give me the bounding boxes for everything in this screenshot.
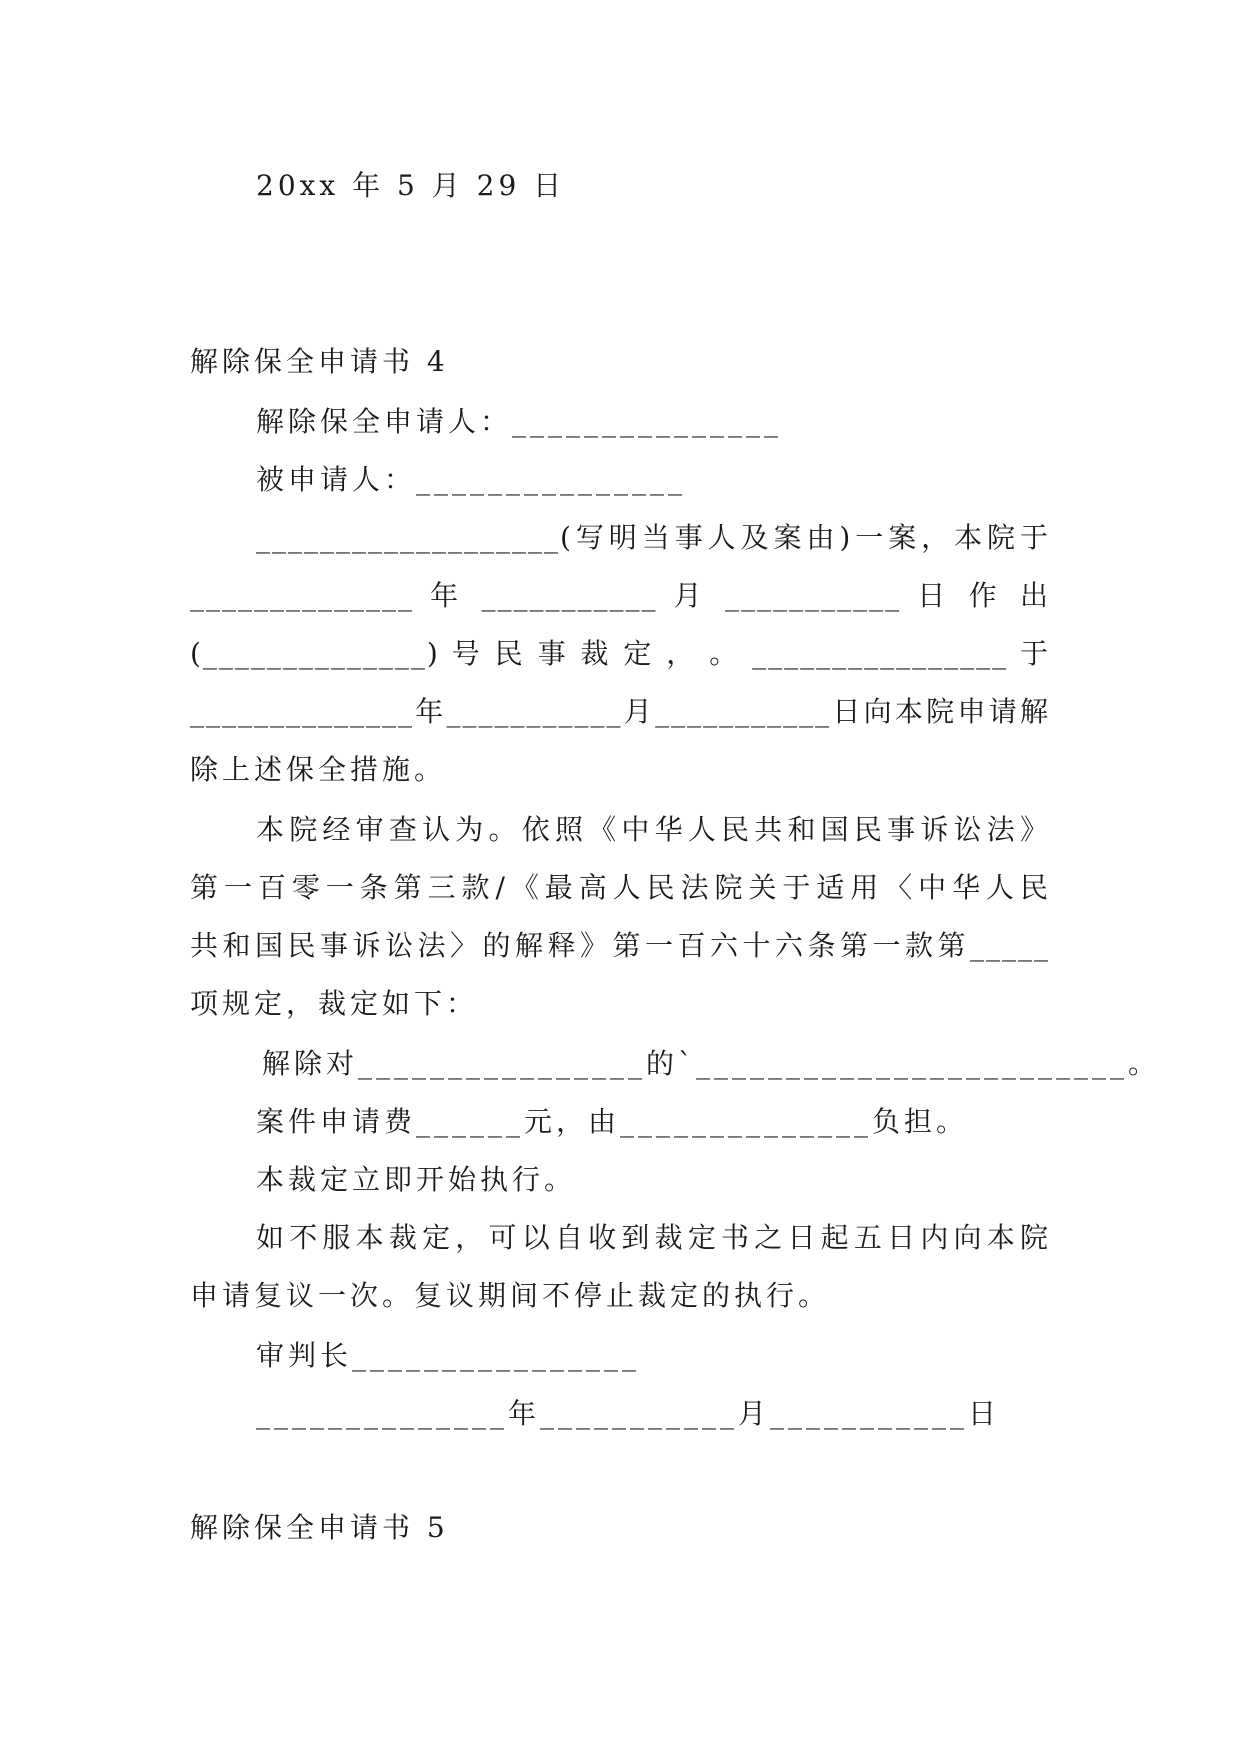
review-line-3: 共和国民事诉讼法〉的解释》第一百六十六条第一款第_____	[190, 929, 1050, 962]
body-line-3: (______________) 号 民 事 裁 定 ， 。 ________________ 于	[190, 637, 1050, 670]
section-4-heading: 解除保全申请书 4	[190, 345, 449, 378]
effective-line: 本裁定立即开始执行。	[256, 1163, 577, 1196]
review-line-4: 项规定，裁定如下：	[190, 987, 479, 1020]
appeal-line-1: 如不服本裁定，可以自收到裁定书之日起五日内向本院	[256, 1221, 1050, 1254]
body-line-4: ______________年___________月___________日向本院申请解	[190, 695, 1050, 728]
review-line-2: 第一百零一条第三款/《最高人民法院关于适用〈中华人民	[190, 871, 1050, 904]
date-line: 20xx 年 5 月 29 日	[256, 169, 566, 202]
presiding-judge-line: 审判长________________	[256, 1339, 641, 1372]
body-line-2: ______________ 年 ___________ 月 ___________ 日 作 出	[190, 579, 1050, 612]
respondent-line: 被申请人：_______________	[256, 463, 687, 496]
body-line-1: ___________________(写明当事人及案由)一案，本院于	[256, 521, 1050, 554]
section-5-heading: 解除保全申请书 5	[190, 1511, 449, 1544]
review-line-1: 本院经审查认为。依照《中华人民共和国民事诉讼法》	[256, 813, 1050, 846]
applicant-line: 解除保全申请人：_______________	[256, 405, 783, 438]
appeal-line-2: 申请复议一次。复议期间不停止裁定的执行。	[190, 1279, 831, 1312]
fee-line: 案件申请费______元，由______________负担。	[256, 1105, 969, 1138]
signature-date-line: ______________年___________月___________日	[256, 1397, 1001, 1430]
ruling-line: 解除对________________的`________________________。	[262, 1047, 1161, 1080]
body-line-5: 除上述保全措施。	[190, 753, 447, 786]
